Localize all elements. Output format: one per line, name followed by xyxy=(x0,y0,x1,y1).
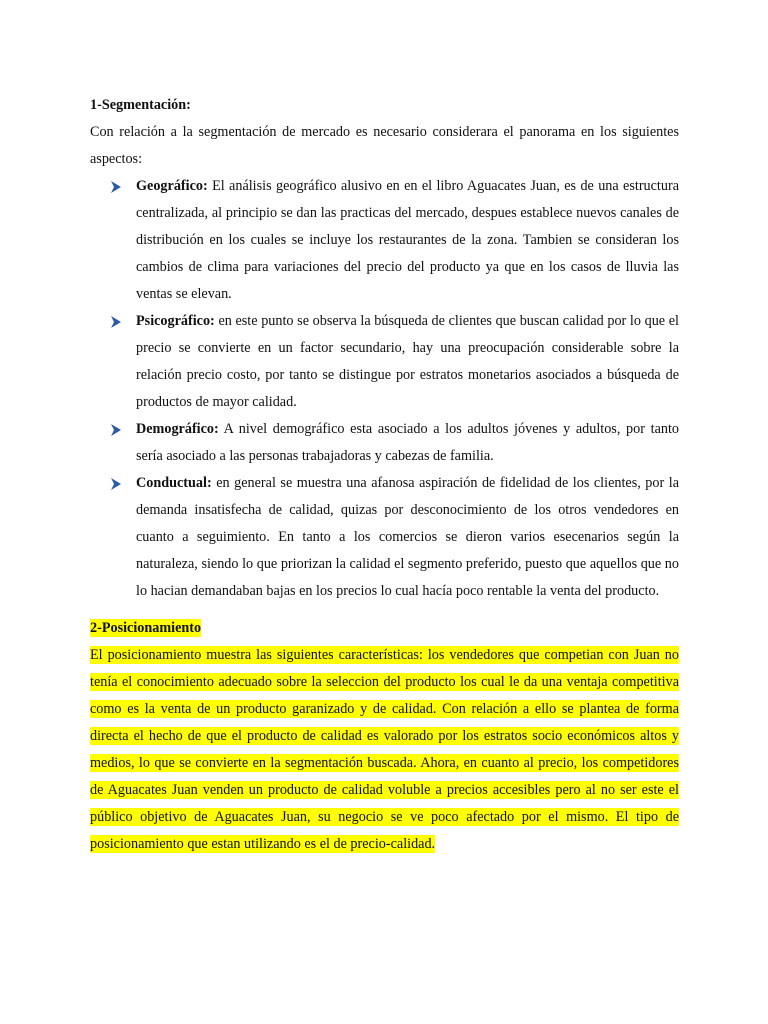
arrow-bullet-icon xyxy=(110,316,122,328)
highlighted-paragraph: El posicionamiento muestra las siguientes características: los vendedores que competian con Juan no tenía el conocimiento adecuado sobre la seleccion del producto los cual le da una ventaja competitiva como es la venta de un producto garanizado y de calidad. Con relación a ello se plantea de forma directa el hecho de que el producto de calidad es valorado por los estratos socio económicos altos y medios, lo que se convierte en la segmentación buscada. Ahora, en cuanto al precio, los competidores de Aguacates Juan venden un producto de calidad voluble a precios accesibles pero al no ser este el público objetivo de Aguacates Juan, su negocio se ve poco afectado por el mismo. El tipo de posicionamiento que estan utilizando es el de precio-calidad. xyxy=(90,647,679,852)
posicionamiento-body xyxy=(90,642,679,858)
arrow-bullet-icon xyxy=(110,478,122,490)
bullet-item-demografico xyxy=(90,416,679,470)
section-heading-posicionamiento xyxy=(90,615,679,642)
section-spacer xyxy=(90,605,679,615)
bullet-item-psicografico xyxy=(90,308,679,416)
document-page xyxy=(90,92,679,858)
bullet-text: A nivel demográfico esta asociado a los adultos jóvenes y adultos, por tanto sería asociado a las personas trabajadoras y cabezas de familia. xyxy=(136,421,679,464)
bullet-text: en este punto se observa la búsqueda de clientes que buscan calidad por lo que el precio se convierte en un factor secundario, hay una preocupación considerable sobre la relación precio costo, por tanto se distingue por estratos monetarios asociados a búsqueda de productos de mayor calidad. xyxy=(136,313,679,410)
section-heading-segmentacion: 1-Segmentación: xyxy=(90,97,191,113)
arrow-bullet-icon xyxy=(110,424,122,436)
bullet-term: Psicográfico: xyxy=(136,313,215,329)
segmentacion-intro: Con relación a la segmentación de mercado es necesario considerara el panorama en los siguientes aspectos: xyxy=(90,124,679,167)
bullet-term: Conductual: xyxy=(136,475,212,491)
bullet-item-conductual xyxy=(90,470,679,605)
bullet-text: en general se muestra una afanosa aspiración de fidelidad de los clientes, por la demanda insatisfecha de calidad, quizas por desconocimiento de los otros vendedores en cuanto a seguimiento. En tanto a los comercios se dieron varios esecenarios según la naturaleza, siendo lo que priorizan la calidad el segmento preferido, puesto que aquellos que no lo hacian demandaban bajas en los precios lo cual hacía poco rentable la venta del producto. xyxy=(136,475,679,599)
bullet-term: Demográfico: xyxy=(136,421,219,437)
bullet-text: El análisis geográfico alusivo en en el libro Aguacates Juan, es de una estructura centralizada, al principio se dan las practicas del mercado, despues establece nuevos canales de distribución en los cuales se incluye los restaurantes de la zona. Tambien se consideran los cambios de clima para variaciones del precio del producto ya que en los casos de lluvia las ventas se elevan. xyxy=(136,178,679,302)
bullet-item-geografico xyxy=(90,173,679,308)
bullet-term: Geográfico: xyxy=(136,178,208,194)
highlighted-heading: 2-Posicionamiento xyxy=(90,620,202,636)
segmentacion-bullet-list xyxy=(90,173,679,605)
arrow-bullet-icon xyxy=(110,181,122,193)
